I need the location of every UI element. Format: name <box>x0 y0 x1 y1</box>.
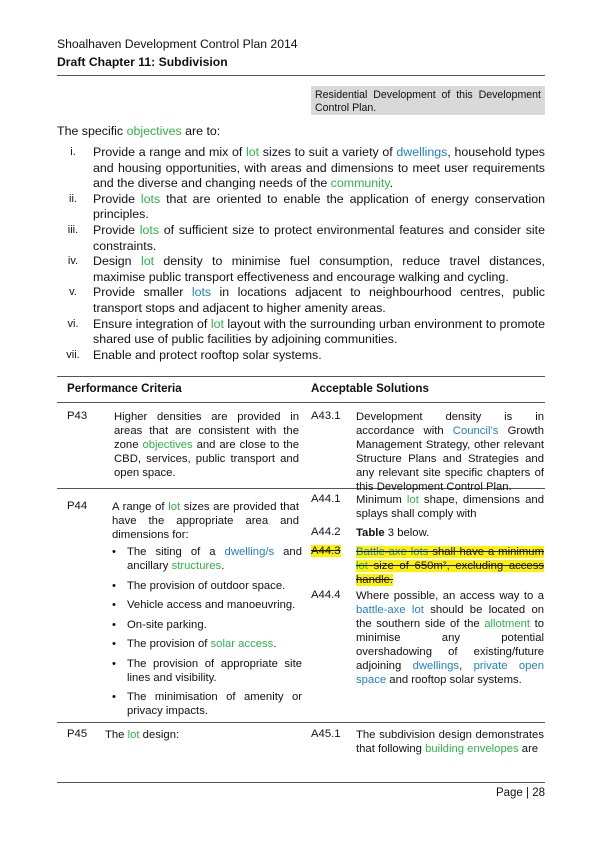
a44-4-text-text: to minimise any potential overshadowing of existing/future adjoining <box>356 618 545 672</box>
p43-text <box>114 410 299 480</box>
p44-bullet-text: . <box>273 638 277 650</box>
p44-bullet-term: dwelling/s <box>224 546 275 558</box>
objective-text: . <box>389 176 394 191</box>
p43-text-text: and are close to the CBD, services, public transport and open space. <box>114 439 299 479</box>
objective-number: vi. <box>67 317 79 330</box>
objective-number: iv. <box>67 255 79 268</box>
table-ref-rest: 3 below. <box>384 527 430 539</box>
a44-4-text-text: and rooftop solar systems. <box>386 674 522 686</box>
table-ref: Table <box>356 527 385 539</box>
note-box: Residential Development of this Development Control Plan. <box>311 86 545 115</box>
p45-text-text: The <box>105 729 128 741</box>
objectives-list <box>57 145 545 363</box>
p44-bullet-item <box>112 690 302 718</box>
objective-text: layout with the surrounding urban environment to promote shared use of public facilities by adjoining communities. <box>93 316 545 347</box>
footer-rule <box>57 782 545 783</box>
objective-number: iii. <box>67 223 79 236</box>
objective-term: lots <box>140 191 161 206</box>
header-rule <box>57 75 545 76</box>
p43-code: P43 <box>67 410 88 422</box>
p44-bullet-list <box>112 545 302 724</box>
objective-text: Provide a range and mix of <box>93 145 246 159</box>
objective-term: lots <box>139 222 160 237</box>
a44-1-text-term: lot <box>406 494 419 506</box>
objective-item <box>57 285 545 316</box>
objective-text: Provide <box>93 222 140 237</box>
a44-3-highlight-text: size of 650m², excluding access handle. <box>356 560 544 586</box>
objectives-intro <box>57 124 220 138</box>
objective-item <box>57 317 545 348</box>
a44-4-code: A44.4 <box>311 589 341 601</box>
a44-2-code: A44.2 <box>311 526 341 538</box>
a45-1-text-text: are <box>518 743 539 755</box>
objective-text: Enable and protect rooftop solar systems. <box>93 347 322 362</box>
p44-bullet-text: The provision of appropriate site lines and visibility. <box>127 657 302 684</box>
p44-bullet-text: and ancillary <box>127 546 302 572</box>
objective-term: lots <box>191 285 212 300</box>
a44-3-highlight-text: shall have a minimum <box>428 546 544 558</box>
a45-1-text <box>356 728 544 756</box>
a43-1-text <box>356 410 544 494</box>
objective-item <box>57 348 545 364</box>
p44-bullet-item <box>112 657 302 685</box>
objective-number: v. <box>69 286 77 299</box>
p44-bullet-item <box>112 579 302 593</box>
p44-text <box>112 500 299 542</box>
p44-bullet-item <box>112 637 302 651</box>
p44-bullet-text: The provision of <box>127 638 211 650</box>
a43-1-text-text: Growth Management Strategy, other relevant Structure Plans and Strategies and any relevant site specific chapters of this Development Control Plan. <box>356 425 544 493</box>
objective-text: Ensure integration of <box>93 316 211 331</box>
a44-3-code-text: A44.3 <box>311 545 341 557</box>
objective-text: , household types and housing opportunities, with areas and dimensions to meet user requirements and the diverse and changing needs of the <box>93 145 545 191</box>
p45-code: P45 <box>67 728 88 740</box>
objective-number: vii. <box>66 348 80 361</box>
table-top-rule <box>57 376 545 377</box>
objective-term: lot <box>210 316 224 331</box>
a44-3-code <box>311 545 341 557</box>
intro-text: The specific <box>57 124 127 138</box>
a45-1-code: A45.1 <box>311 728 341 740</box>
objective-term: community <box>330 176 390 191</box>
a44-1-text-text: Minimum <box>356 494 407 506</box>
a44-4-text-term: battle-axe lot <box>356 604 424 616</box>
objective-number: i. <box>70 146 76 158</box>
objective-item <box>57 254 545 285</box>
p44-code: P44 <box>67 500 88 512</box>
p45-text <box>105 728 300 742</box>
col-header-criteria: Performance Criteria <box>67 382 182 395</box>
a44-4-text <box>356 589 544 687</box>
table-header-rule <box>57 402 545 403</box>
objective-item <box>57 145 545 192</box>
p44-bullet-text: . <box>221 560 225 572</box>
a44-2-text <box>356 526 429 540</box>
p44-bullet-text: The provision of outdoor space. <box>127 579 286 592</box>
p44-bullet-text: The minimisation of amenity or privacy impacts. <box>127 691 302 717</box>
a43-1-text-term: Council’s <box>452 425 499 437</box>
a44-1-text <box>356 493 544 521</box>
objectives-term: objectives <box>126 124 182 138</box>
a45-1-text-term: building envelopes <box>425 743 519 755</box>
p44-bullet-item <box>112 618 302 632</box>
a43-1-text-text: Development density is in accordance with <box>356 411 544 437</box>
a44-3-highlight-term: lot <box>356 560 368 572</box>
objective-item <box>57 192 545 223</box>
p44-text-text: sizes are provided that have the appropriate area and dimensions for: <box>112 501 299 541</box>
p45-text-text: design: <box>139 729 180 741</box>
a44-4-text-text: should be located on the southern side of the <box>356 604 545 630</box>
p44-bullet-text: The siting of a <box>127 546 225 558</box>
a43-1-code: A43.1 <box>311 410 341 422</box>
objective-term: dwellings <box>396 145 448 159</box>
a44-4-text-term: allotment <box>484 618 531 630</box>
a44-1-code: A44.1 <box>311 493 341 505</box>
p44-bullet-item <box>112 598 302 612</box>
p44-bullet-term: solar access <box>210 638 274 650</box>
intro-text-end: are to: <box>181 124 221 138</box>
objective-text: of sufficient size to protect environmental features and consider site constraints. <box>93 222 545 253</box>
objective-text: Provide <box>93 191 141 206</box>
objective-text: Design <box>93 254 141 269</box>
p44-bullet-text: On-site parking. <box>127 618 207 631</box>
a44-1-text-text: shape, dimensions and splays shall comply with <box>356 494 544 520</box>
p44-bullet-term: structures <box>171 560 222 572</box>
a44-4-text-text: Where possible, an access way to a <box>356 590 544 602</box>
objective-text: Provide smaller <box>93 285 192 300</box>
a44-4-text-term: dwellings <box>412 660 460 672</box>
p45-text-term: lot <box>127 729 140 741</box>
objective-text: in locations adjacent to neighbourhood centres, public transport stops and adjacent to higher amenity areas. <box>93 285 545 315</box>
a44-3-highlight <box>356 546 544 586</box>
objective-item <box>57 223 545 254</box>
a45-1-text-text: The subdivision design demonstrates that following <box>356 729 544 755</box>
objective-number: ii. <box>69 192 77 205</box>
p44-bullet-text: Vehicle access and manoeuvring. <box>127 599 296 611</box>
objective-term: lot <box>140 254 155 269</box>
objective-text: density to minimise fuel consumption, reduce travel distances, maximise public transport effectiveness and encourage walking and cycling. <box>93 254 545 284</box>
p44-bullet-item <box>112 545 302 573</box>
a44-3-highlight-term: Battle-axe lots <box>356 546 429 558</box>
a44-4-text-text: , <box>459 660 474 672</box>
p43-text-term: objectives <box>142 439 193 451</box>
document-title: Shoalhaven Development Control Plan 2014 <box>57 37 298 51</box>
chapter-title: Draft Chapter 11: Subdivision <box>57 55 228 69</box>
p44-text-term: lot <box>168 501 181 513</box>
p44-text-text: A range of <box>112 501 169 513</box>
a44-3-text-deleted <box>356 545 544 587</box>
objective-text: that are oriented to enable the application of energy conservation principles. <box>93 191 545 222</box>
objective-term: lot <box>245 145 260 159</box>
a44-4-text-term: private open space <box>356 660 544 686</box>
objective-text: sizes to suit a variety of <box>259 145 397 159</box>
col-header-solutions: Acceptable Solutions <box>311 382 429 395</box>
page-number: Page | 28 <box>495 787 545 799</box>
p43-text-text: Higher densities are provided in areas that are consistent with the zone <box>114 411 299 451</box>
